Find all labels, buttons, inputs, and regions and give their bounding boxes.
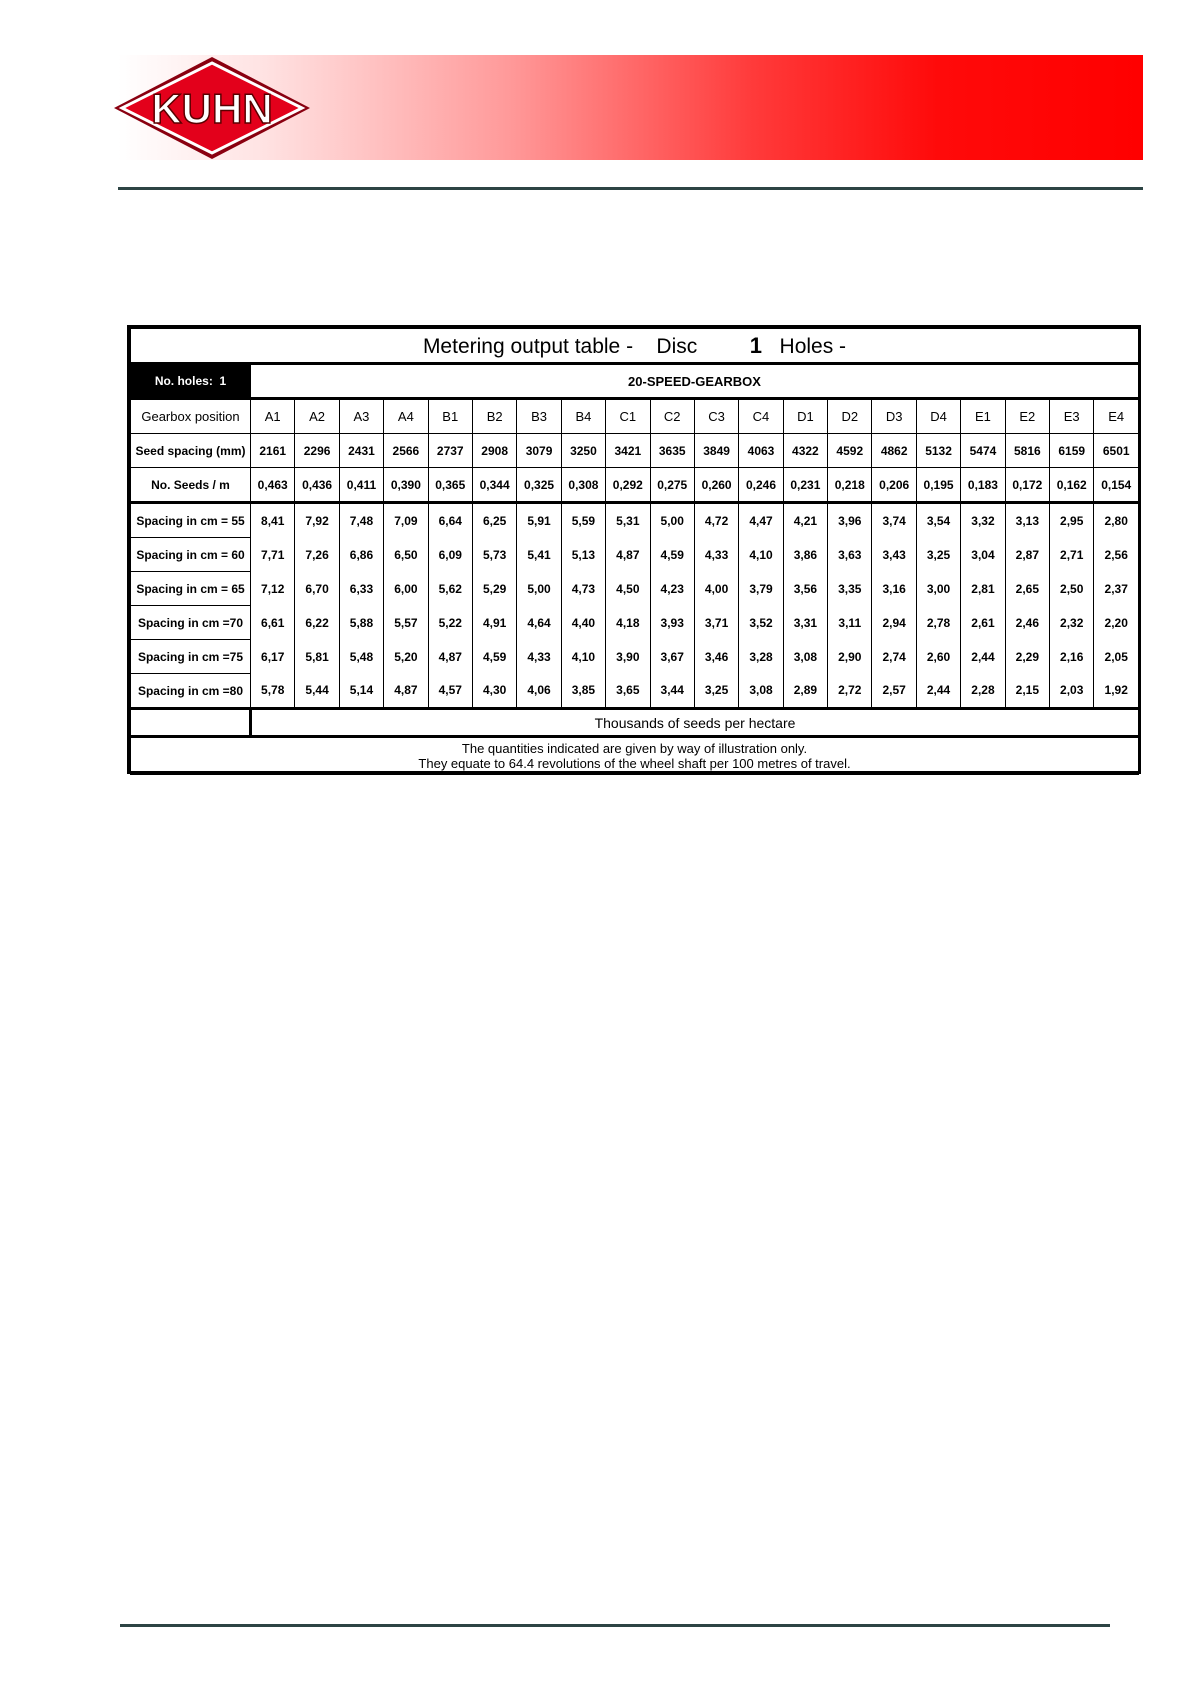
seed-rate-cell: 5,88: [339, 606, 383, 640]
gearbox-position-cell: E3: [1050, 399, 1094, 434]
seed-rate-cell: 2,90: [828, 640, 872, 674]
seed-rate-cell: 6,09: [428, 538, 472, 572]
seed-rate-cell: 5,91: [517, 503, 561, 538]
seed-rate-cell: 2,72: [828, 674, 872, 709]
seed-rate-cell: 2,37: [1094, 572, 1139, 606]
seed-spacing-cell: 4063: [739, 434, 783, 468]
seed-rate-cell: 5,59: [561, 503, 605, 538]
gearbox-position-cell: B3: [517, 399, 561, 434]
seed-rate-cell: 3,32: [961, 503, 1005, 538]
seed-rate-cell: 2,44: [961, 640, 1005, 674]
gearbox-position-cell: C4: [739, 399, 783, 434]
seed-rate-cell: 3,96: [828, 503, 872, 538]
seed-spacing-cell: 3635: [650, 434, 694, 468]
seed-rate-cell: 2,95: [1050, 503, 1094, 538]
seed-rate-cell: 3,00: [916, 572, 960, 606]
seed-rate-cell: 7,26: [295, 538, 339, 572]
header-divider: [118, 187, 1143, 190]
seeds-per-m-cell: 0,260: [694, 468, 738, 503]
seed-rate-cell: 3,35: [828, 572, 872, 606]
gearbox-position-cell: D4: [916, 399, 960, 434]
seed-rate-cell: 5,20: [384, 640, 428, 674]
table-title: [131, 329, 1139, 364]
seed-spacing-cell: 5474: [961, 434, 1005, 468]
seed-rate-cell: 5,48: [339, 640, 383, 674]
seed-rate-cell: 2,78: [916, 606, 960, 640]
seed-rate-cell: 2,29: [1005, 640, 1049, 674]
seed-rate-cell: 5,44: [295, 674, 339, 709]
seed-rate-cell: 7,12: [251, 572, 295, 606]
seed-rate-cell: 2,57: [872, 674, 916, 709]
seed-rate-cell: 4,06: [517, 674, 561, 709]
seed-rate-cell: 5,57: [384, 606, 428, 640]
row-spacing-label: Spacing in cm = 55: [131, 503, 251, 538]
seeds-per-m-cell: 0,463: [251, 468, 295, 503]
note-line-2: They equate to 64.4 revolutions of the wheel shaft per 100 metres of travel.: [418, 756, 851, 771]
gearbox-position-cell: B2: [472, 399, 516, 434]
seed-rate-cell: 2,46: [1005, 606, 1049, 640]
seed-rate-cell: 2,32: [1050, 606, 1094, 640]
seed-rate-cell: 5,78: [251, 674, 295, 709]
metering-output-table: [130, 328, 1139, 775]
seed-rate-cell: 5,41: [517, 538, 561, 572]
footer-divider: [120, 1624, 1110, 1627]
title-disc: Disc: [656, 334, 698, 358]
holes-value: 1: [219, 374, 227, 388]
seed-rate-cell: 2,71: [1050, 538, 1094, 572]
seed-rate-cell: 3,85: [561, 674, 605, 709]
seed-rate-cell: 4,30: [472, 674, 516, 709]
seed-rate-cell: 3,65: [606, 674, 650, 709]
seed-rate-cell: 4,47: [739, 503, 783, 538]
table-row: [131, 606, 1139, 640]
seed-rate-cell: 2,80: [1094, 503, 1139, 538]
seed-spacing-cell: 2431: [339, 434, 383, 468]
seed-spacing-cell: 3250: [561, 434, 605, 468]
seed-rate-cell: 4,91: [472, 606, 516, 640]
table-row: [131, 538, 1139, 572]
row-spacing-label: Spacing in cm =70: [131, 606, 251, 640]
gearbox-position-cell: A4: [384, 399, 428, 434]
seed-spacing-cell: 5816: [1005, 434, 1049, 468]
table-row: [131, 640, 1139, 674]
seed-rate-cell: 5,13: [561, 538, 605, 572]
seed-rate-cell: 3,25: [916, 538, 960, 572]
seed-rate-cell: 3,25: [694, 674, 738, 709]
seed-rate-cell: 7,48: [339, 503, 383, 538]
seed-rate-cell: 6,17: [251, 640, 295, 674]
seed-rate-cell: 7,71: [251, 538, 295, 572]
gearbox-position-cell: C1: [606, 399, 650, 434]
seeds-per-m-cell: 0,154: [1094, 468, 1139, 503]
seed-rate-cell: 8,41: [251, 503, 295, 538]
seeds-per-m-cell: 0,246: [739, 468, 783, 503]
seed-rate-cell: 4,00: [694, 572, 738, 606]
seed-spacing-cell: 4862: [872, 434, 916, 468]
seed-spacing-cell: 4322: [783, 434, 827, 468]
seed-rate-cell: 5,29: [472, 572, 516, 606]
seed-rate-cell: 3,16: [872, 572, 916, 606]
seed-rate-cell: 4,18: [606, 606, 650, 640]
seed-spacing-cell: 6501: [1094, 434, 1139, 468]
note-line-1: The quantities indicated are given by way of illustration only.: [461, 741, 808, 756]
gearbox-position-cell: C2: [650, 399, 694, 434]
seed-rate-cell: 3,63: [828, 538, 872, 572]
seed-rate-cell: 4,57: [428, 674, 472, 709]
seed-rate-cell: 3,52: [739, 606, 783, 640]
gearbox-position-cell: E4: [1094, 399, 1139, 434]
seed-rate-cell: 6,61: [251, 606, 295, 640]
seed-rate-cell: 3,31: [783, 606, 827, 640]
seeds-per-m-cell: 0,195: [916, 468, 960, 503]
seed-rate-cell: 6,33: [339, 572, 383, 606]
title-prefix: Metering output table -: [422, 334, 634, 358]
seed-rate-cell: 3,86: [783, 538, 827, 572]
gearbox-position-cell: A2: [295, 399, 339, 434]
seeds-per-m-cell: 0,206: [872, 468, 916, 503]
seed-rate-cell: 3,04: [961, 538, 1005, 572]
seed-rate-cell: 6,86: [339, 538, 383, 572]
seed-rate-cell: 1,92: [1094, 674, 1139, 709]
seed-rate-cell: 5,00: [650, 503, 694, 538]
seed-rate-cell: 2,15: [1005, 674, 1049, 709]
seeds-per-m-cell: 0,436: [295, 468, 339, 503]
seed-spacing-cell: 2296: [295, 434, 339, 468]
seed-rate-cell: 4,59: [650, 538, 694, 572]
seed-rate-cell: 3,54: [916, 503, 960, 538]
holes-count-cell: [131, 364, 251, 399]
seed-rate-cell: 5,73: [472, 538, 516, 572]
seed-rate-cell: 4,87: [384, 674, 428, 709]
seed-rate-cell: 5,62: [428, 572, 472, 606]
seed-rate-cell: 3,74: [872, 503, 916, 538]
seed-rate-cell: 5,31: [606, 503, 650, 538]
row-spacing-label: Spacing in cm = 65: [131, 572, 251, 606]
gearbox-position-cell: E1: [961, 399, 1005, 434]
seeds-per-m-cell: 0,172: [1005, 468, 1049, 503]
seed-rate-cell: 4,72: [694, 503, 738, 538]
disclaimer-note: [131, 737, 1139, 775]
seed-rate-cell: 2,60: [916, 640, 960, 674]
seed-spacing-cell: 5132: [916, 434, 960, 468]
table-row: [131, 503, 1139, 538]
seed-rate-cell: 3,93: [650, 606, 694, 640]
metering-table-container: [127, 325, 1141, 774]
gearbox-position-cell: D1: [783, 399, 827, 434]
logo-text: KUHN: [151, 85, 273, 132]
seed-rate-cell: 2,20: [1094, 606, 1139, 640]
seed-spacing-cell: 4592: [828, 434, 872, 468]
gearbox-position-cell: A3: [339, 399, 383, 434]
unit-spacer: [131, 709, 251, 737]
seed-spacing-cell: 2908: [472, 434, 516, 468]
seed-rate-cell: 4,21: [783, 503, 827, 538]
seed-rate-cell: 2,16: [1050, 640, 1094, 674]
seed-rate-cell: 4,40: [561, 606, 605, 640]
seed-rate-cell: 2,89: [783, 674, 827, 709]
gearbox-position-cell: B1: [428, 399, 472, 434]
seed-spacing-cell: 3849: [694, 434, 738, 468]
seed-rate-cell: 5,22: [428, 606, 472, 640]
gearbox-position-cell: D3: [872, 399, 916, 434]
seeds-per-m-cell: 0,365: [428, 468, 472, 503]
seed-rate-cell: 6,50: [384, 538, 428, 572]
seed-rate-cell: 2,56: [1094, 538, 1139, 572]
seed-rate-cell: 2,28: [961, 674, 1005, 709]
seed-spacing-label: Seed spacing (mm): [131, 434, 251, 468]
seed-rate-cell: 7,92: [295, 503, 339, 538]
gearbox-position-cell: A1: [251, 399, 295, 434]
seed-rate-cell: 4,73: [561, 572, 605, 606]
row-spacing-label: Spacing in cm = 60: [131, 538, 251, 572]
row-spacing-label: Spacing in cm =80: [131, 674, 251, 709]
title-suffix: Holes -: [779, 334, 847, 358]
seed-rate-cell: 6,22: [295, 606, 339, 640]
seed-spacing-cell: 3421: [606, 434, 650, 468]
seeds-per-m-cell: 0,325: [517, 468, 561, 503]
seed-rate-cell: 2,61: [961, 606, 1005, 640]
seeds-per-m-cell: 0,183: [961, 468, 1005, 503]
seed-rate-cell: 2,65: [1005, 572, 1049, 606]
seeds-per-m-cell: 0,344: [472, 468, 516, 503]
seed-rate-cell: 6,70: [295, 572, 339, 606]
gearbox-position-cell: B4: [561, 399, 605, 434]
seed-rate-cell: 3,28: [739, 640, 783, 674]
gearbox-position-cell: C3: [694, 399, 738, 434]
seed-rate-cell: 6,25: [472, 503, 516, 538]
seed-rate-cell: 4,33: [517, 640, 561, 674]
seed-rate-cell: 2,81: [961, 572, 1005, 606]
seeds-per-m-cell: 0,390: [384, 468, 428, 503]
seed-rate-cell: 3,43: [872, 538, 916, 572]
seeds-per-m-cell: 0,218: [828, 468, 872, 503]
seed-spacing-cell: 2161: [251, 434, 295, 468]
seed-rate-cell: 4,87: [428, 640, 472, 674]
seeds-per-m-cell: 0,292: [606, 468, 650, 503]
seed-rate-cell: 4,33: [694, 538, 738, 572]
gearbox-position-cell: D2: [828, 399, 872, 434]
title-hole-count: 1: [749, 332, 763, 358]
seed-rate-cell: 2,50: [1050, 572, 1094, 606]
seed-rate-cell: 3,67: [650, 640, 694, 674]
seed-rate-cell: 4,10: [561, 640, 605, 674]
seed-rate-cell: 2,05: [1094, 640, 1139, 674]
seed-rate-cell: 3,90: [606, 640, 650, 674]
seed-rate-cell: 4,59: [472, 640, 516, 674]
seed-rate-cell: 2,74: [872, 640, 916, 674]
seed-rate-cell: 6,64: [428, 503, 472, 538]
seed-rate-cell: 3,79: [739, 572, 783, 606]
seed-rate-cell: 4,10: [739, 538, 783, 572]
seed-rate-cell: 4,23: [650, 572, 694, 606]
seed-rate-cell: 3,08: [739, 674, 783, 709]
seed-spacing-cell: 3079: [517, 434, 561, 468]
seed-rate-cell: 5,00: [517, 572, 561, 606]
seed-rate-cell: 2,44: [916, 674, 960, 709]
seed-rate-cell: 3,11: [828, 606, 872, 640]
seed-spacing-cell: 2566: [384, 434, 428, 468]
seed-rate-cell: 3,46: [694, 640, 738, 674]
gearbox-position-cell: E2: [1005, 399, 1049, 434]
seeds-per-m-cell: 0,231: [783, 468, 827, 503]
seed-rate-cell: 3,13: [1005, 503, 1049, 538]
seed-rate-cell: 3,71: [694, 606, 738, 640]
table-row: [131, 572, 1139, 606]
seeds-per-m-cell: 0,308: [561, 468, 605, 503]
seeds-per-m-cell: 0,411: [339, 468, 383, 503]
seeds-per-m-cell: 0,162: [1050, 468, 1094, 503]
seed-rate-cell: 5,81: [295, 640, 339, 674]
seed-spacing-cell: 2737: [428, 434, 472, 468]
gearbox-title: 20-SPEED-GEARBOX: [251, 364, 1139, 399]
seed-rate-cell: 4,87: [606, 538, 650, 572]
unit-label: Thousands of seeds per hectare: [251, 709, 1139, 737]
seed-rate-cell: 4,64: [517, 606, 561, 640]
seed-rate-cell: 3,56: [783, 572, 827, 606]
seed-rate-cell: 3,44: [650, 674, 694, 709]
seed-rate-cell: 6,00: [384, 572, 428, 606]
seed-rate-cell: 3,08: [783, 640, 827, 674]
gearbox-position-label: Gearbox position: [131, 399, 251, 434]
holes-label: No. holes:: [154, 374, 213, 388]
seed-spacing-cell: 6159: [1050, 434, 1094, 468]
seed-rate-cell: 2,03: [1050, 674, 1094, 709]
seed-rate-cell: 2,94: [872, 606, 916, 640]
seed-rate-cell: 5,14: [339, 674, 383, 709]
table-row: [131, 674, 1139, 709]
seed-rate-cell: 4,50: [606, 572, 650, 606]
seeds-per-m-cell: 0,275: [650, 468, 694, 503]
row-spacing-label: Spacing in cm =75: [131, 640, 251, 674]
seed-rate-cell: 2,87: [1005, 538, 1049, 572]
seeds-per-m-label: No. Seeds / m: [131, 468, 251, 503]
kuhn-logo: [112, 55, 312, 161]
seed-rate-cell: 7,09: [384, 503, 428, 538]
